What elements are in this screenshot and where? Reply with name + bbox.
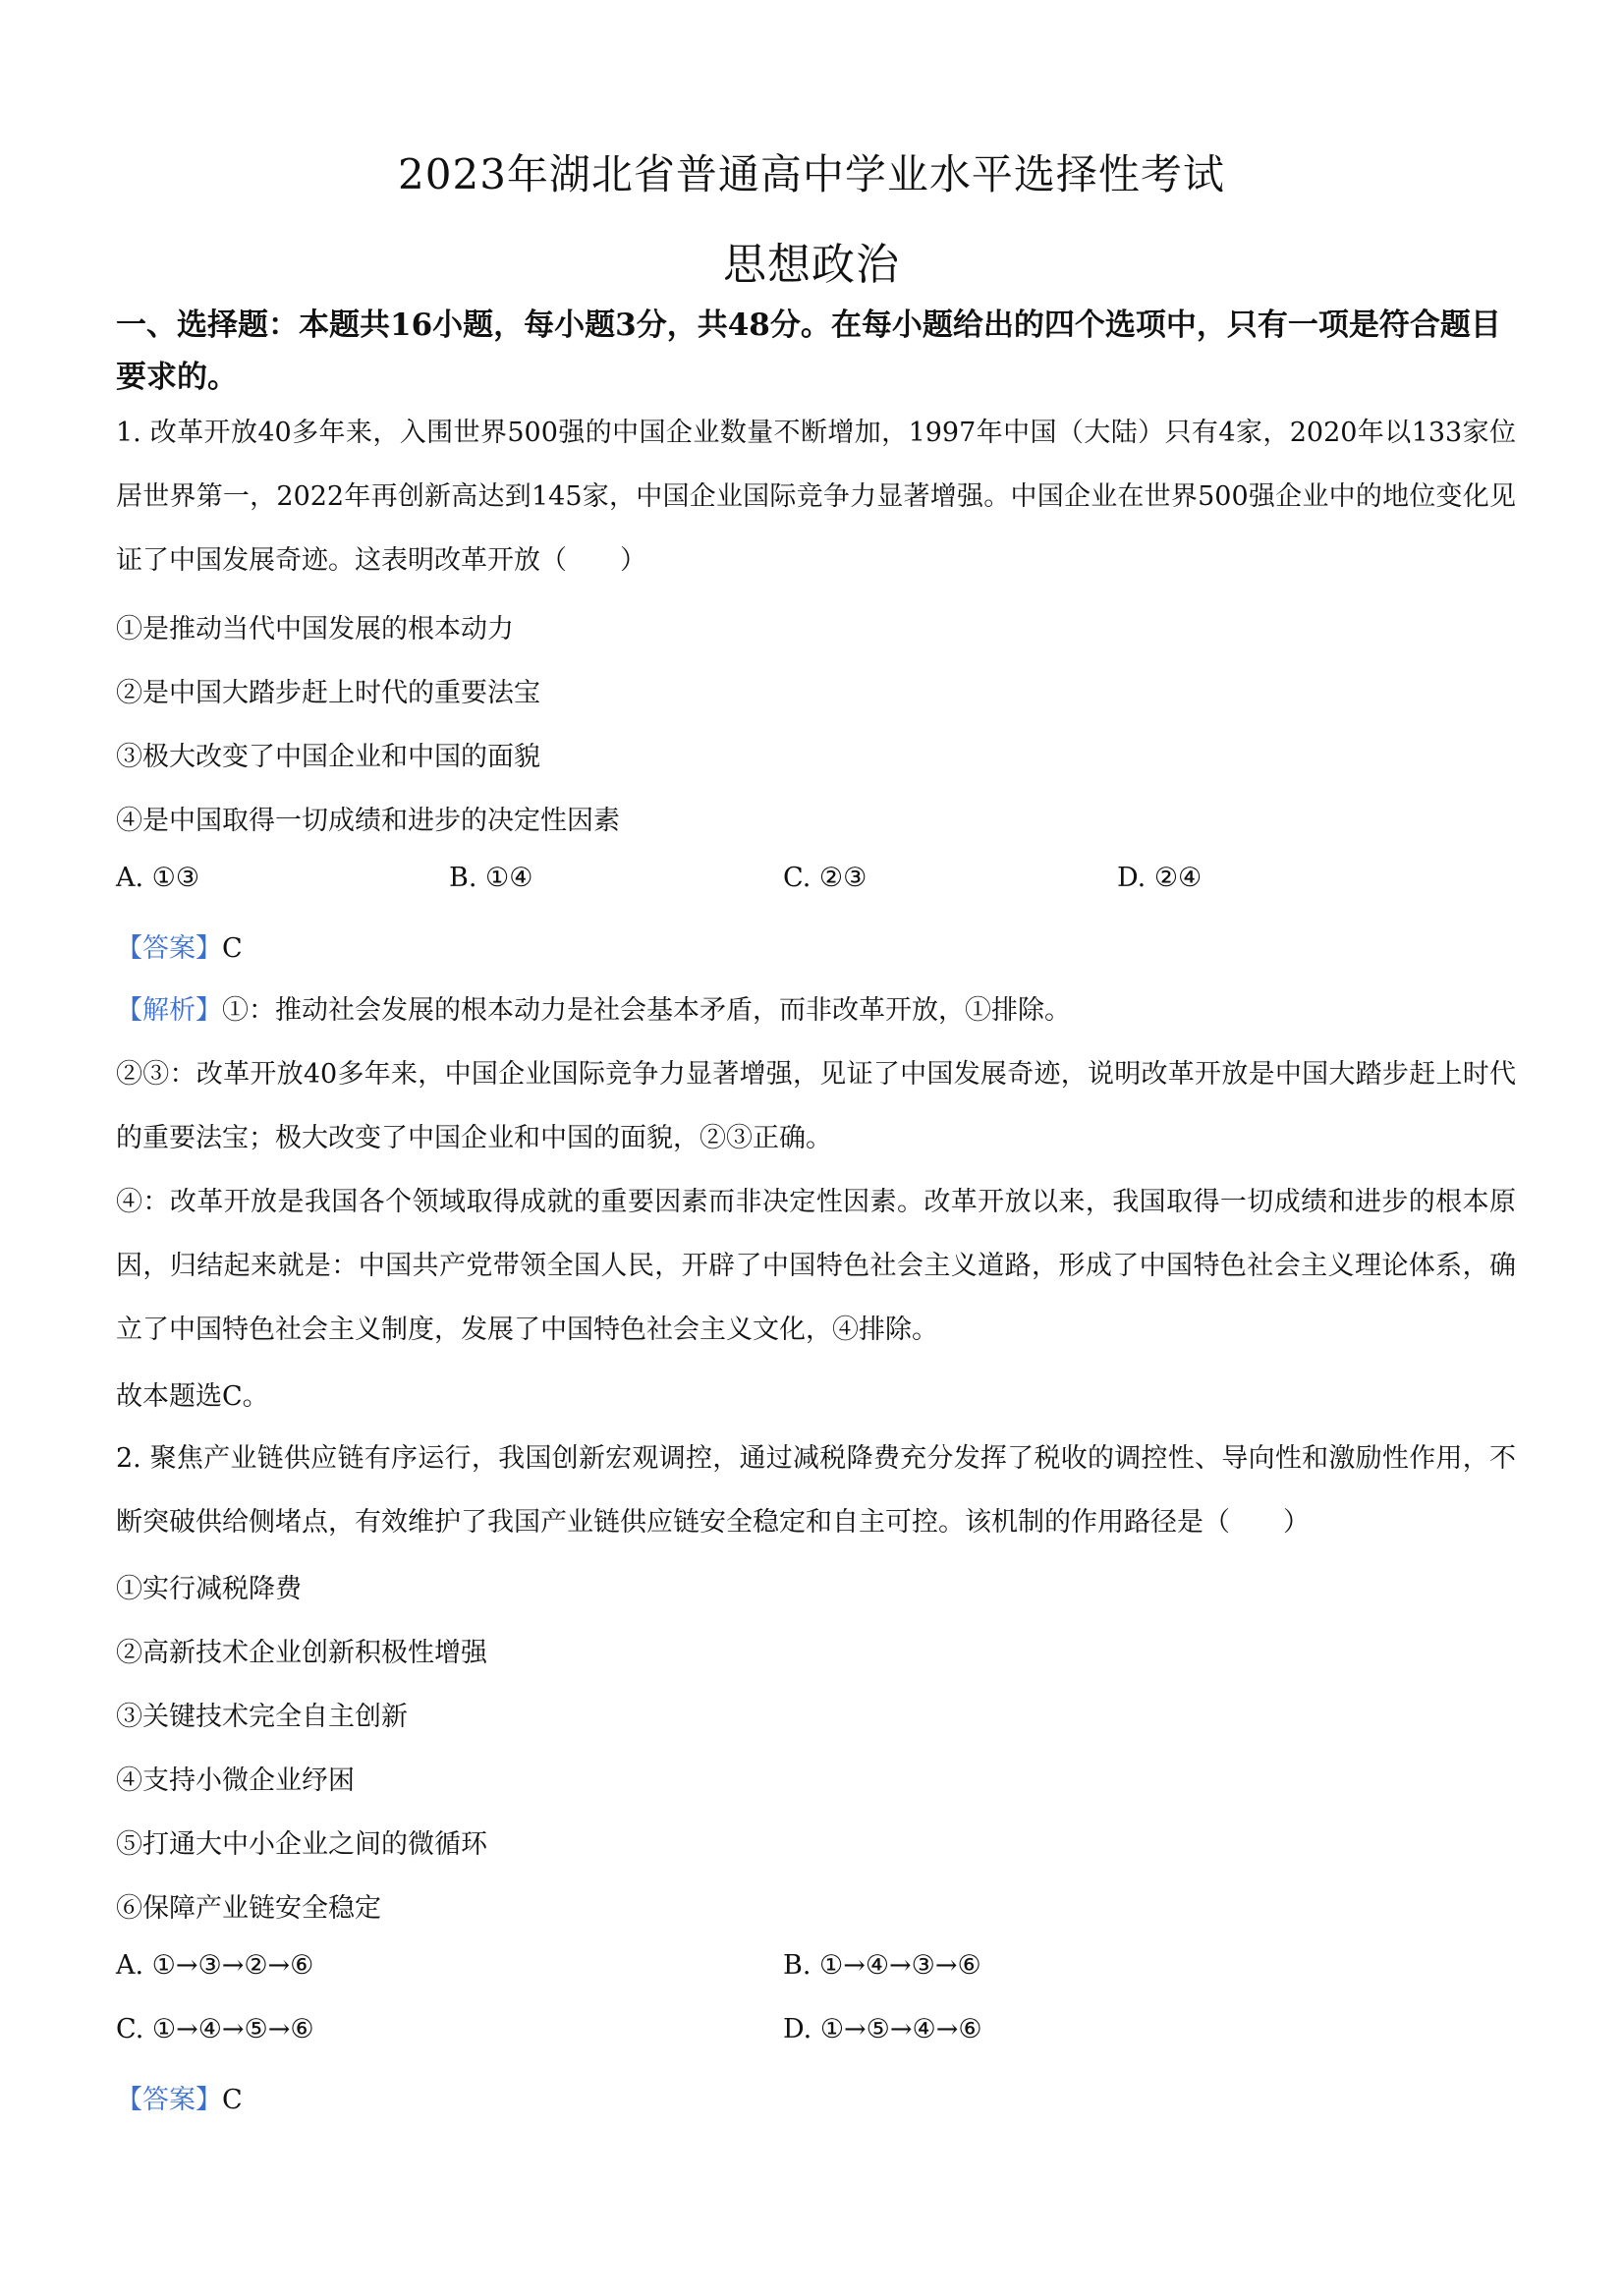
q1-stem: 1. 改革开放40多年来，入围世界500强的中国企业数量不断增加，1997年中国（大陆）只有4家，2020年以133家位居世界第一，2022年再创新高达到145家，中国企业国际竞争力显著增强。中国企业在世界500强企业中的地位变化见证了中国发展奇迹。这表明改革开放（ ） — [116, 418, 1516, 576]
section-heading: 一、选择题：本题共16小题，每小题3分，共48分。在每小题给出的四个选项中，只有一项是符合题目要求的。 — [116, 308, 1501, 395]
q2-option-c: C. ①→④→⑤→⑥ — [116, 2014, 314, 2044]
q2-option-b: B. ①→④→③→⑥ — [783, 1950, 981, 1981]
q2-item-1: ①实行减税降费 — [116, 1574, 302, 1604]
q2-answer — [116, 2078, 243, 2116]
q1-item-4: ④是中国取得一切成绩和进步的决定性因素 — [116, 806, 620, 836]
analysis-text: ①：推动社会发展的根本动力是社会基本矛盾，而非改革开放，①排除。 — [222, 995, 1071, 1026]
q1-analysis-3: ④：改革开放是我国各个领域取得成就的重要因素而非决定性因素。改革开放以来，我国取得一切成绩和进步的根本原因，归结起来就是：中国共产党带领全国人民，开辟了中国特色社会主义道路，形成了中国特色社会主义理论体系，确立了中国特色社会主义制度，发展了中国特色社会主义文化，④排除。 — [116, 1187, 1516, 1345]
q1-analysis-1 — [116, 979, 1516, 1042]
q2-item-6: ⑥保障产业链安全稳定 — [116, 1893, 381, 1924]
q1-conclusion: 故本题选C。 — [116, 1381, 269, 1412]
q2-item-4: ④支持小微企业纾困 — [116, 1765, 355, 1796]
q1-option-b: B. ①④ — [449, 863, 533, 893]
answer-value: C — [222, 933, 243, 964]
q1-option-d: D. ②④ — [1117, 863, 1203, 893]
answer-tag: 【答案】 — [116, 2085, 222, 2115]
q1-option-c: C. ②③ — [783, 863, 867, 893]
subject-title: 思想政治 — [723, 240, 900, 290]
q1-analysis-2: ②③：改革开放40多年来，中国企业国际竞争力显著增强，见证了中国发展奇迹，说明改革开放是中国大踏步赶上时代的重要法宝；极大改变了中国企业和中国的面貌，②③正确。 — [116, 1059, 1516, 1153]
analysis-tag: 【解析】 — [116, 995, 222, 1026]
q2-option-d: D. ①→⑤→④→⑥ — [783, 2014, 982, 2044]
q2-item-5: ⑤打通大中小企业之间的微循环 — [116, 1829, 487, 1860]
exam-title: 2023年湖北省普通高中学业水平选择性考试 — [398, 150, 1225, 198]
q1-option-a: A. ①③ — [116, 863, 200, 893]
q1-item-3: ③极大改变了中国企业和中国的面貌 — [116, 742, 540, 772]
q2-item-3: ③关键技术完全自主创新 — [116, 1702, 408, 1732]
answer-tag: 【答案】 — [116, 933, 222, 964]
q2-option-a: A. ①→③→②→⑥ — [116, 1950, 314, 1981]
q2-item-2: ②高新技术企业创新积极性增强 — [116, 1638, 487, 1668]
q1-item-2: ②是中国大踏步赶上时代的重要法宝 — [116, 678, 540, 708]
q2-stem: 2. 聚焦产业链供应链有序运行，我国创新宏观调控，通过减税降费充分发挥了税收的调控性、导向性和激励性作用，不断突破供给侧堵点，有效维护了我国产业链供应链安全稳定和自主可控。该机制的作用路径是（ ） — [116, 1443, 1516, 1538]
q1-answer — [116, 926, 243, 965]
answer-value: C — [222, 2085, 243, 2115]
q1-item-1: ①是推动当代中国发展的根本动力 — [116, 614, 514, 644]
